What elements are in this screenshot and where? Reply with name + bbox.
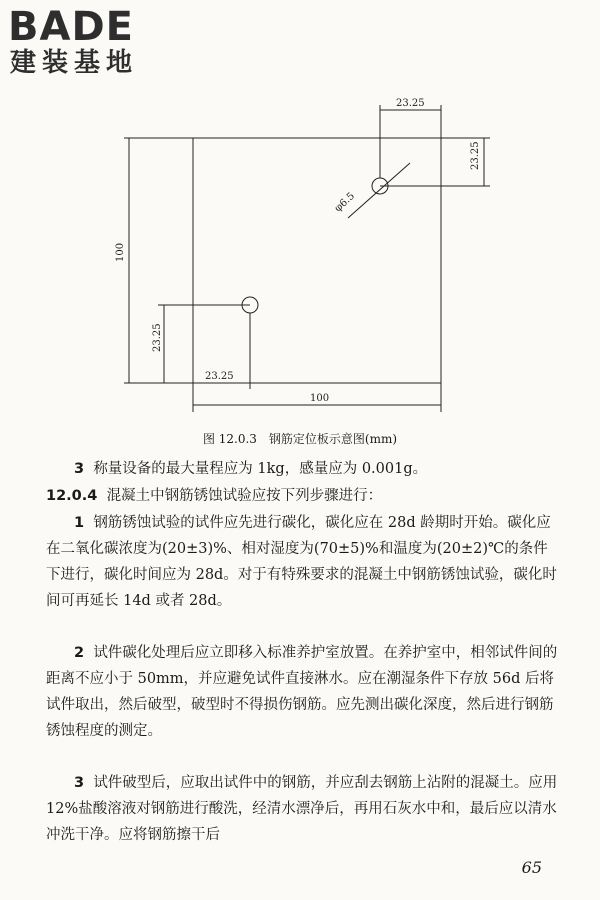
paragraph-number: 1: [74, 515, 85, 531]
section-heading: 混凝土中钢筋锈蚀试验应按下列步骤进行：: [106, 488, 383, 504]
paragraph-number: 2: [74, 645, 85, 661]
paragraph-text: 钢筋锈蚀试验的试件应先进行碳化，碳化应在 28d 龄期时开始。碳化应在二氧化碳浓度为(20±3)%、相对湿度为(70±5)%和温度为(20±2)℃的条件下进行，碳化时间应为 28d。对于有特殊要求的混凝土中钢筋锈蚀试验，碳化时间可再延长 14d 或者 28d。: [46, 515, 557, 609]
figure-caption-text: 钢筋定位板示意图(mm): [268, 432, 398, 446]
logo-subtitle: 建装基地: [10, 48, 139, 78]
page-number: 65: [521, 858, 542, 877]
item-text: 称量设备的最大量程应为 1kg，感量应为 0.001g。: [93, 461, 428, 477]
paragraph-2-curing: [46, 640, 558, 744]
logo-brand: BADE: [8, 4, 134, 50]
section-number: 12.0.4: [46, 488, 98, 504]
dim-bottom-left-width: 23.25: [205, 371, 234, 382]
item-number: 3: [74, 461, 85, 477]
paragraph-number: 3: [74, 775, 85, 791]
paragraph-text: 试件碳化处理后应立即移入标准养护室放置。在养护室中，相邻试件间的距离不应小于 50mm，并应避免试件直接淋水。应在潮湿条件下存放 56d 后将试件取出，然后破型，破型时不得损伤钢筋。应先测出碳化深度，然后进行钢筋锈蚀程度的测定。: [46, 645, 558, 739]
plate-outline: [193, 138, 441, 383]
dim-left-100: 100: [115, 242, 126, 262]
figure-caption: [0, 430, 600, 447]
figure-number: 图 12.0.3: [202, 432, 257, 446]
dim-top-23-25: 23.25: [396, 98, 425, 109]
dim-right-23-25: 23.25: [470, 141, 481, 170]
item-3-weighing: [46, 456, 558, 482]
paragraph-3-pickling: [46, 770, 558, 848]
section-12-0-4: [46, 483, 558, 509]
rebar-positioning-plate-figure: [0, 0, 600, 430]
dim-bottom-left-height: 23.25: [152, 323, 163, 352]
dim-bottom-100: 100: [310, 393, 330, 404]
dim-hole-diameter: φ6.5: [332, 190, 358, 215]
paragraph-1-carbonation: [46, 510, 558, 614]
paragraph-text: 试件破型后，应取出试件中的钢筋，并应刮去钢筋上沾附的混凝土。应用 12%盐酸溶液对钢筋进行酸洗，经清水漂净后，再用石灰水中和，最后应以清水冲洗干净。应将钢筋擦干后: [46, 775, 558, 843]
